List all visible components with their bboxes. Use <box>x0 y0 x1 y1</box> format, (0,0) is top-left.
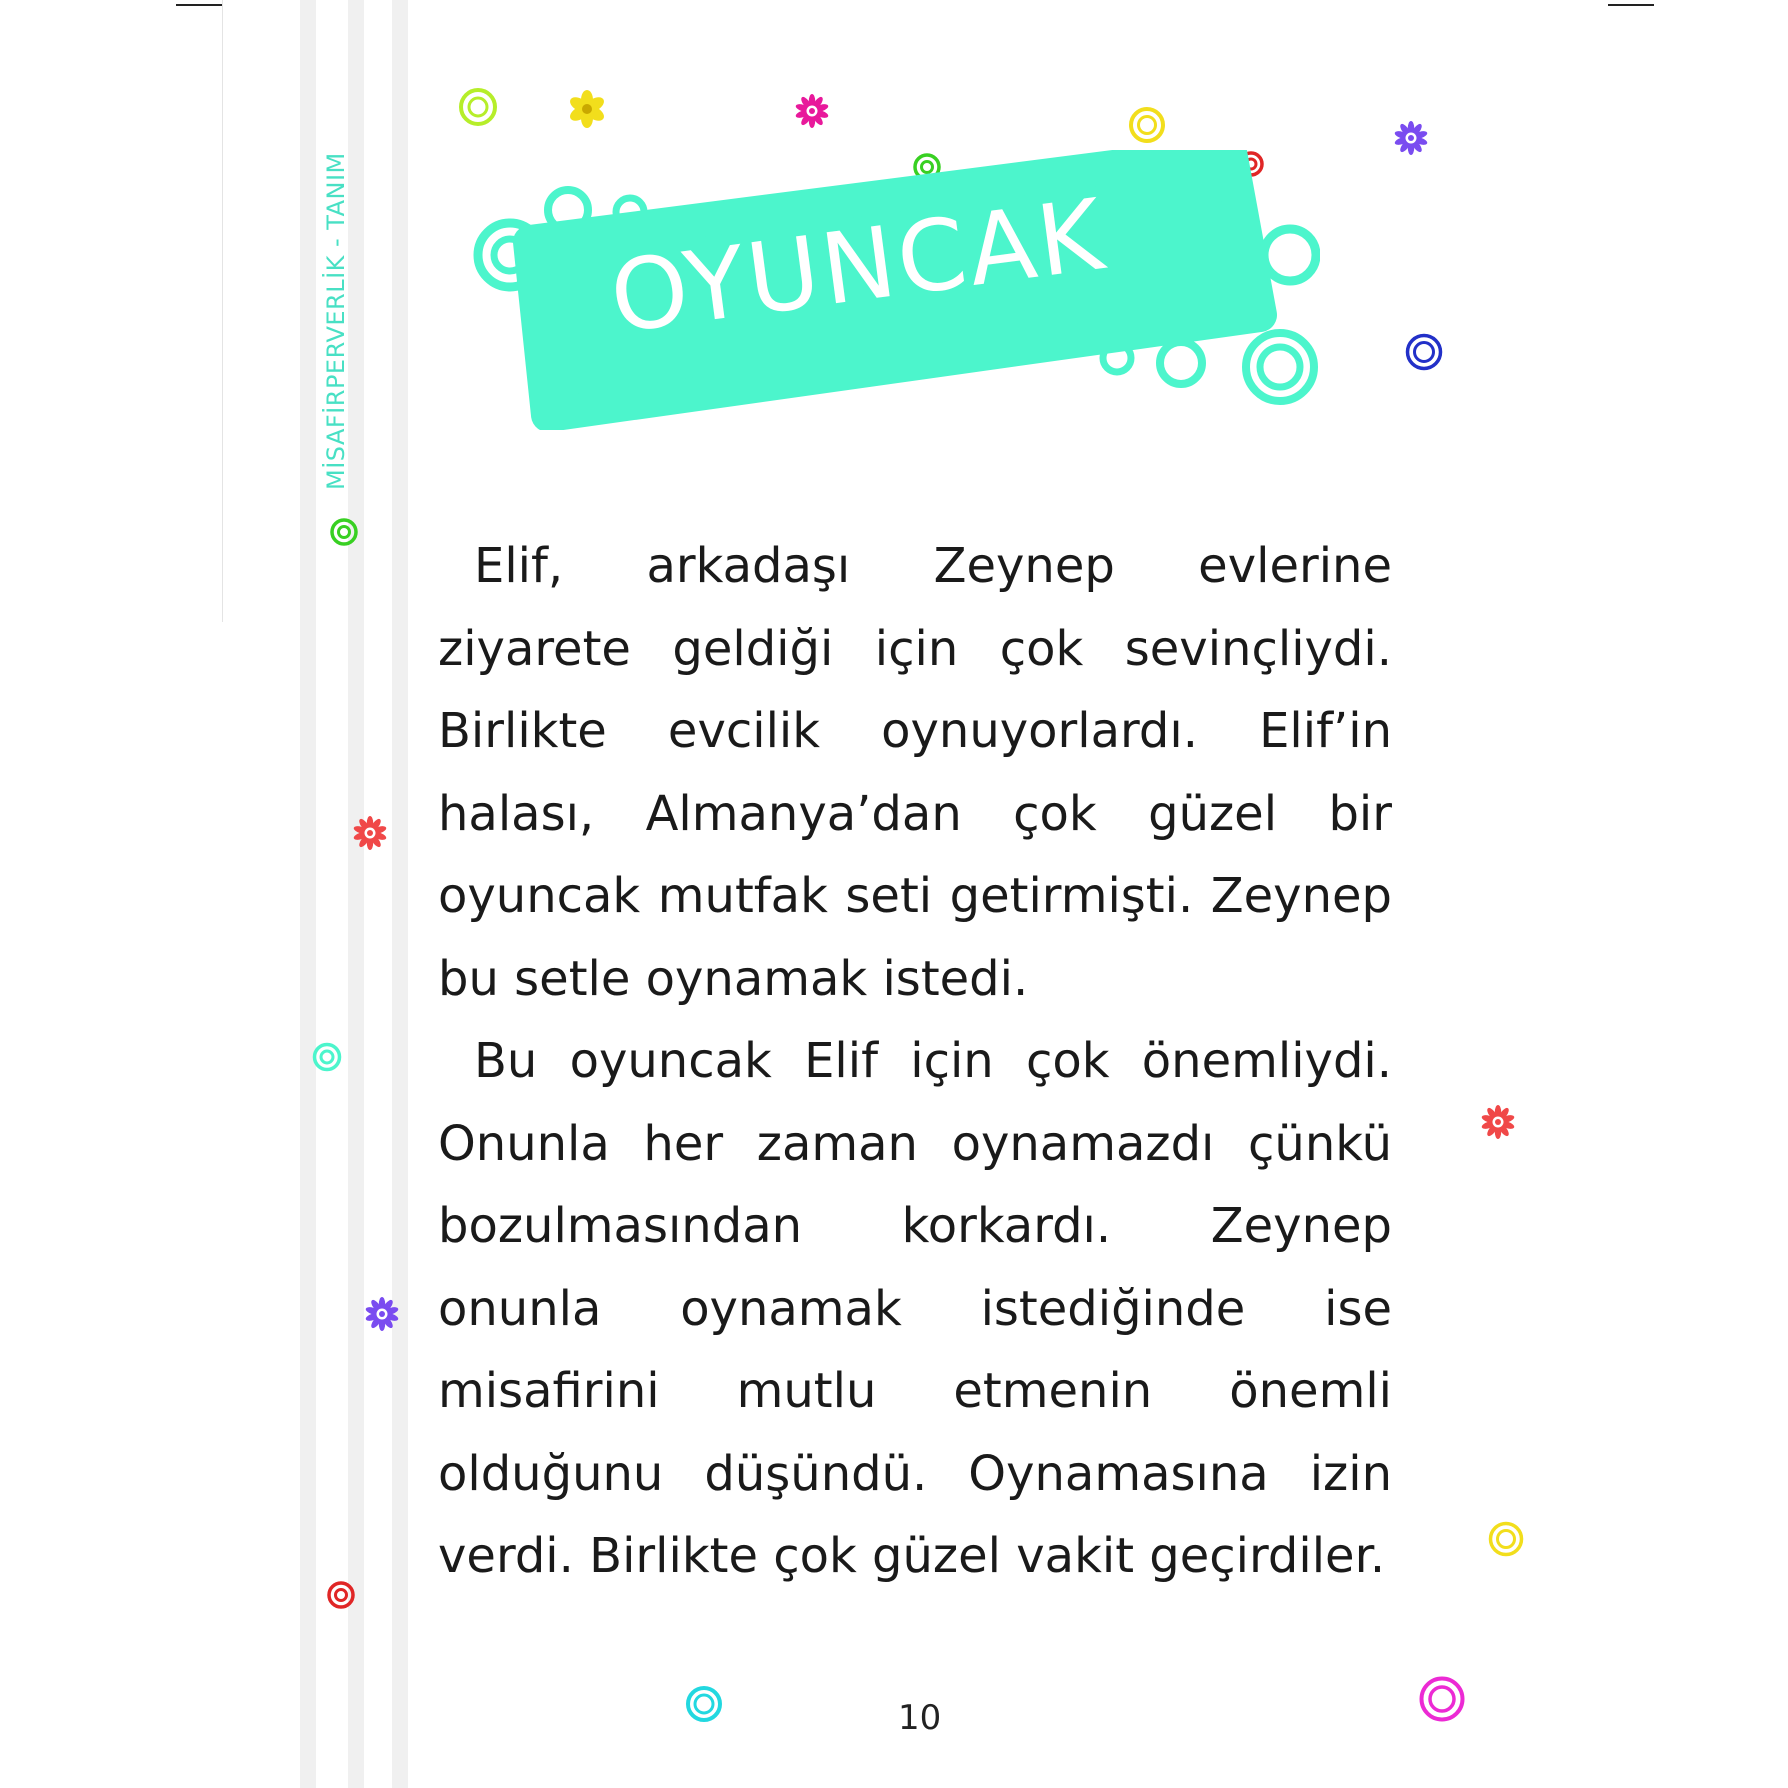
crop-mark-left <box>176 4 222 6</box>
ring-icon <box>1487 1520 1525 1558</box>
ring-icon <box>1404 332 1444 372</box>
ring-icon <box>329 517 359 547</box>
flower-icon <box>351 814 389 852</box>
margin-stripe-2 <box>348 0 364 1788</box>
ring-icon <box>311 1041 343 1073</box>
page-title: OYUNCAK <box>604 177 1113 356</box>
ring-icon <box>684 1684 724 1724</box>
flower-icon <box>363 1295 401 1333</box>
paragraph: Bu oyuncak Elif için çok önemliydi. Onunla her zaman oynamazdı çünkü bozulmasından korkardı. Zeynep onunla oynamak istediğinde ise misafirini mutlu etmenin önemli olduğunu düşündü. Oynamasına izin verdi. Birlikte çok güzel vakit geçirdiler. <box>438 1033 1392 1584</box>
crop-mark-right <box>1608 4 1654 6</box>
ring-icon <box>1417 1674 1467 1724</box>
flower-icon <box>566 88 608 130</box>
title-banner <box>470 150 1320 430</box>
ring-icon <box>1127 105 1167 145</box>
margin-stripe-3 <box>392 0 408 1788</box>
flower-icon <box>793 92 831 130</box>
story-text <box>438 525 1392 1598</box>
side-section-label: MİSAFİRPERVERLİK - TANIM <box>322 152 350 490</box>
paragraph: Elif, arkadaşı Zeynep evlerine ziyarete geldiği için çok sevinçliydi. Birlikte evcilik oynuyorlardı. Elif’in halası, Almanya’dan çok güzel bir oyuncak mutfak seti getirmişti. Zeynep bu setle oynamak istedi. <box>438 538 1392 1007</box>
ring-icon <box>457 86 499 128</box>
ring-icon <box>326 1580 356 1610</box>
flower-icon <box>1479 1103 1517 1141</box>
margin-stripe-1 <box>300 0 316 1788</box>
page-number: 10 <box>898 1698 942 1738</box>
flower-icon <box>1392 119 1430 157</box>
page-edge-line <box>222 0 223 622</box>
